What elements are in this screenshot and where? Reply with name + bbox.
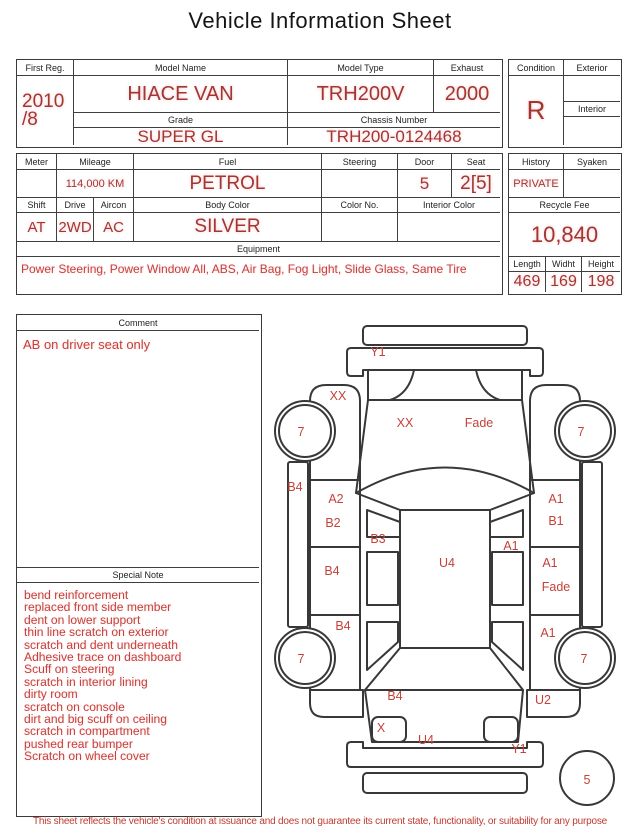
equipment-value: Power Steering, Power Window All, ABS, Air Bag, Fog Light, Slide Glass, Same Tire [21,261,467,276]
mileage-header: Mileage [57,154,134,170]
history-value: PRIVATE [509,170,564,198]
special-note-item: dirty room [24,687,78,702]
diagram-label: Fade [464,416,494,430]
diagram-label: 7 [577,425,585,439]
special-note-item: scratch on console [24,699,125,714]
diagram-label: B4 [335,619,351,633]
condition-table [508,59,622,148]
interior-value [564,117,620,145]
damage-diagram [268,305,638,820]
special-note-item: scratch in interior lining [24,674,148,689]
grade-value: SUPER GL [74,128,288,145]
exterior-header: Exterior [564,60,620,76]
door-header: Door [398,154,452,170]
shift-header: Shift [17,198,57,213]
special-note-item: pushed rear bumper [24,736,133,751]
chassis-header: Chassis Number [288,113,500,128]
diagram-label: Y1 [370,345,386,359]
interior-header: Interior [564,102,620,117]
condition-header: Condition [509,60,564,76]
model-name-header: Model Name [74,60,288,76]
first-reg-year: 2010 [22,90,65,112]
first-reg-header: First Reg. [17,60,74,76]
special-note-item: Scratch on wheel cover [24,749,150,764]
first-reg-month: /8 [22,108,38,130]
diagram-label: B1 [548,514,564,528]
model-name-value: HIACE VAN [74,76,288,113]
syaken-header: Syaken [564,154,620,170]
special-note-item: Scuff on steering [24,662,115,677]
exterior-value [564,76,620,102]
first-reg-value [17,76,74,145]
width-value: 169 [546,272,582,292]
diagram-label: U4 [418,733,434,747]
exhaust-value: 2000 [434,76,500,113]
special-note-item: dirt and big scuff on ceiling [24,712,167,727]
recycle-fee-header: Recycle Fee [509,198,620,213]
aircon-value: AC [94,213,134,242]
model-type-value: TRH200V [288,76,434,113]
mileage-value: 114,000 KM [57,170,134,198]
seat-header: Seat [452,154,500,170]
special-note-header: Special Note [17,567,259,583]
diagram-label: A1 [540,626,556,640]
diagram-label: B2 [325,516,341,530]
special-note-item: scratch and dent underneath [24,637,178,652]
drive-header: Drive [57,198,94,213]
steering-value [322,170,398,198]
diagram-label: 7 [297,425,305,439]
diagram-label: A2 [328,492,344,506]
special-note-item: Adhesive trace on dashboard [24,650,182,665]
diagram-label: XX [396,416,414,430]
diagram-label: U4 [439,556,455,570]
shift-value: AT [17,213,57,242]
height-header: Height [582,257,620,272]
meter-header: Meter [17,154,57,170]
comment-text: AB on driver seat only [23,337,151,352]
diagram-label: 7 [297,652,305,666]
door-value: 5 [398,170,452,198]
interior-color-value [398,213,500,242]
diagram-label: A1 [503,539,519,553]
diagram-label: A1 [548,492,564,506]
diagram-label: B4 [387,689,403,703]
body-color-value: SILVER [134,213,322,242]
fuel-header: Fuel [134,154,322,170]
grade-header: Grade [74,113,288,128]
seat-value: 2[5] [452,170,500,198]
diagram-label: B4 [287,480,303,494]
height-value: 198 [587,273,615,290]
equipment-header: Equipment [17,242,500,257]
meter-value [17,170,57,198]
diagram-label: XX [329,389,347,403]
length-header: Length [509,257,546,272]
history-header: History [509,154,564,170]
length-value: 469 [509,272,546,292]
chassis-value: TRH200-0124468 [326,126,462,146]
special-note-item: replaced front side member [24,600,172,615]
vehicle-id-table [16,59,503,148]
spec-table [16,153,503,295]
footer-disclaimer: This sheet reflects the vehicle's condition at issuance and does not guarantee its current state, functionality, or suitability for any purpose [32,816,607,827]
special-note-item: dent on lower support [24,612,141,627]
recycle-fee-value: 10,840 [509,213,620,257]
steering-header: Steering [322,154,398,170]
exhaust-header: Exhaust [434,60,500,76]
special-note-item: bend reinforcement [24,588,129,602]
syaken-value [564,170,620,198]
width-header: Widht [546,257,582,272]
color-no-header: Color No. [322,198,398,213]
aircon-header: Aircon [94,198,134,213]
history-table [508,153,622,295]
diagram-label: Y1 [511,742,527,756]
diagram-label: 7 [580,652,588,666]
interior-color-header: Interior Color [398,198,500,213]
diagram-label: B3 [370,532,386,546]
body-color-header: Body Color [134,198,322,213]
model-type-header: Model Type [288,60,434,76]
fuel-value: PETROL [134,170,322,198]
special-note-list [24,589,256,763]
comment-box [16,314,262,817]
diagram-label: 5 [583,773,591,787]
page-title: Vehicle Information Sheet [188,8,452,33]
drive-value: 2WD [57,213,94,242]
diagram-label: X [376,721,386,735]
color-no-value [322,213,398,242]
special-note-item: thin line scratch on exterior [24,625,169,640]
diagram-label: Fade [541,580,571,594]
comment-header: Comment [17,315,259,331]
special-note-item: scratch in compartment [24,724,150,739]
diagram-label: U2 [535,693,551,707]
diagram-label: A1 [542,556,558,570]
condition-value: R [509,76,564,145]
diagram-label: B4 [324,564,340,578]
